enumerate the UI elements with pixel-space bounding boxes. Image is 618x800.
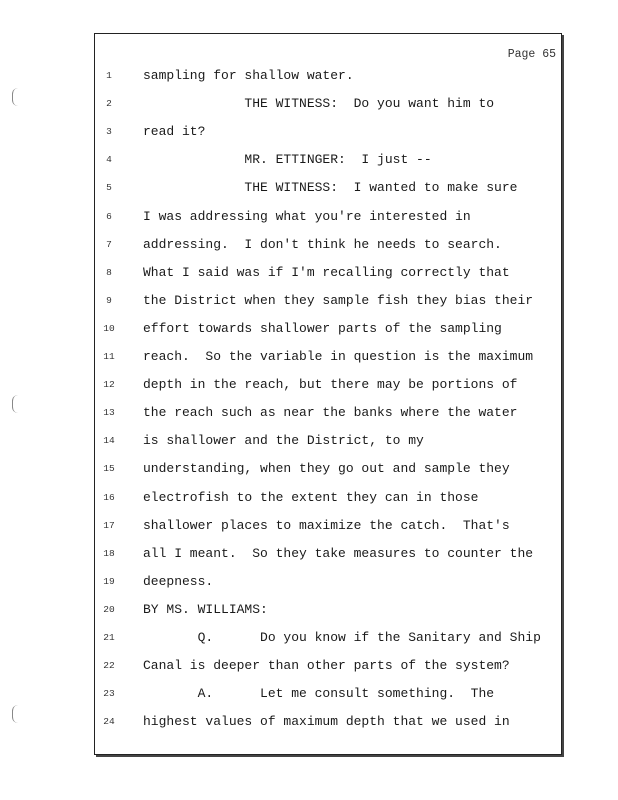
page-number: Page 65 xyxy=(507,48,556,61)
transcript-line xyxy=(0,321,618,341)
line-number: 7 xyxy=(106,238,112,250)
line-text: THE WITNESS: I wanted to make sure xyxy=(143,180,518,196)
line-text: BY MS. WILLIAMS: xyxy=(143,601,268,617)
line-text: the District when they sample fish they bias their xyxy=(143,292,534,308)
line-number: 3 xyxy=(106,126,112,138)
transcript-line xyxy=(0,265,618,285)
transcript-line xyxy=(0,237,618,257)
transcript-line xyxy=(0,96,618,116)
line-text: sampling for shallow water. xyxy=(143,68,354,83)
line-number: 10 xyxy=(103,322,115,334)
transcript-line xyxy=(0,686,618,706)
transcript-line xyxy=(0,630,618,650)
line-text: the reach such as near the banks where the water xyxy=(143,405,518,421)
line-text: depth in the reach, but there may be portions of xyxy=(143,377,518,393)
transcript-line xyxy=(0,546,618,566)
line-text: Q. Do you know if the Sanitary and Ship xyxy=(143,630,541,645)
transcript-line xyxy=(0,209,618,229)
line-text: shallower places to maximize the catch. That's xyxy=(143,517,510,533)
line-number: 18 xyxy=(103,547,115,559)
transcript-line xyxy=(0,433,618,453)
transcript-line xyxy=(0,180,618,200)
line-number: 17 xyxy=(103,519,115,531)
line-text: effort towards shallower parts of the sampling xyxy=(143,320,502,336)
line-text: deepness. xyxy=(143,573,214,589)
line-number: 19 xyxy=(103,575,115,587)
transcript-line xyxy=(0,602,618,622)
line-number: 13 xyxy=(103,407,115,419)
line-text: MR. ETTINGER: I just -- xyxy=(143,152,432,168)
transcript-line xyxy=(0,518,618,538)
line-number: 9 xyxy=(106,294,112,306)
line-text: Canal is deeper than other parts of the system? xyxy=(143,658,510,674)
line-text: reach. So the variable in question is the maximum xyxy=(143,349,534,364)
line-text: THE WITNESS: Do you want him to xyxy=(143,96,495,112)
line-number: 5 xyxy=(106,182,112,194)
transcript-line xyxy=(0,377,618,397)
line-number: 24 xyxy=(103,716,115,728)
line-number: 14 xyxy=(103,435,115,447)
line-number: 20 xyxy=(103,603,115,615)
line-number: 6 xyxy=(106,210,112,222)
line-number: 22 xyxy=(103,660,115,672)
line-text: understanding, when they go out and sample they xyxy=(143,461,510,477)
transcript-line xyxy=(0,574,618,594)
line-text: read it? xyxy=(143,124,206,140)
line-number: 11 xyxy=(103,351,115,362)
line-text: all I meant. So they take measures to counter the xyxy=(143,545,534,561)
transcript-line xyxy=(0,68,618,88)
transcript-line xyxy=(0,124,618,144)
line-number: 1 xyxy=(106,70,112,81)
line-number: 12 xyxy=(103,379,115,391)
line-text: I was addressing what you're interested in xyxy=(143,208,471,224)
line-number: 16 xyxy=(103,491,115,503)
line-text: A. Let me consult something. The xyxy=(143,686,495,702)
line-number: 8 xyxy=(106,266,112,278)
line-text: What I said was if I'm recalling correctly that xyxy=(143,264,510,280)
transcript-line xyxy=(0,152,618,172)
transcript-line xyxy=(0,714,618,734)
transcript-line xyxy=(0,490,618,510)
line-number: 21 xyxy=(103,632,115,643)
line-text: addressing. I don't think he needs to search. xyxy=(143,236,502,252)
line-number: 2 xyxy=(106,98,112,110)
line-number: 4 xyxy=(106,154,112,166)
transcript-line xyxy=(0,461,618,481)
transcript-line xyxy=(0,349,618,369)
line-number: 23 xyxy=(103,688,115,700)
transcript-line xyxy=(0,658,618,678)
line-text: highest values of maximum depth that we used in xyxy=(143,714,510,730)
transcript-line xyxy=(0,293,618,313)
line-number: 15 xyxy=(103,463,115,475)
line-text: electrofish to the extent they can in those xyxy=(143,489,479,505)
transcript-line xyxy=(0,405,618,425)
line-text: is shallower and the District, to my xyxy=(143,433,424,449)
